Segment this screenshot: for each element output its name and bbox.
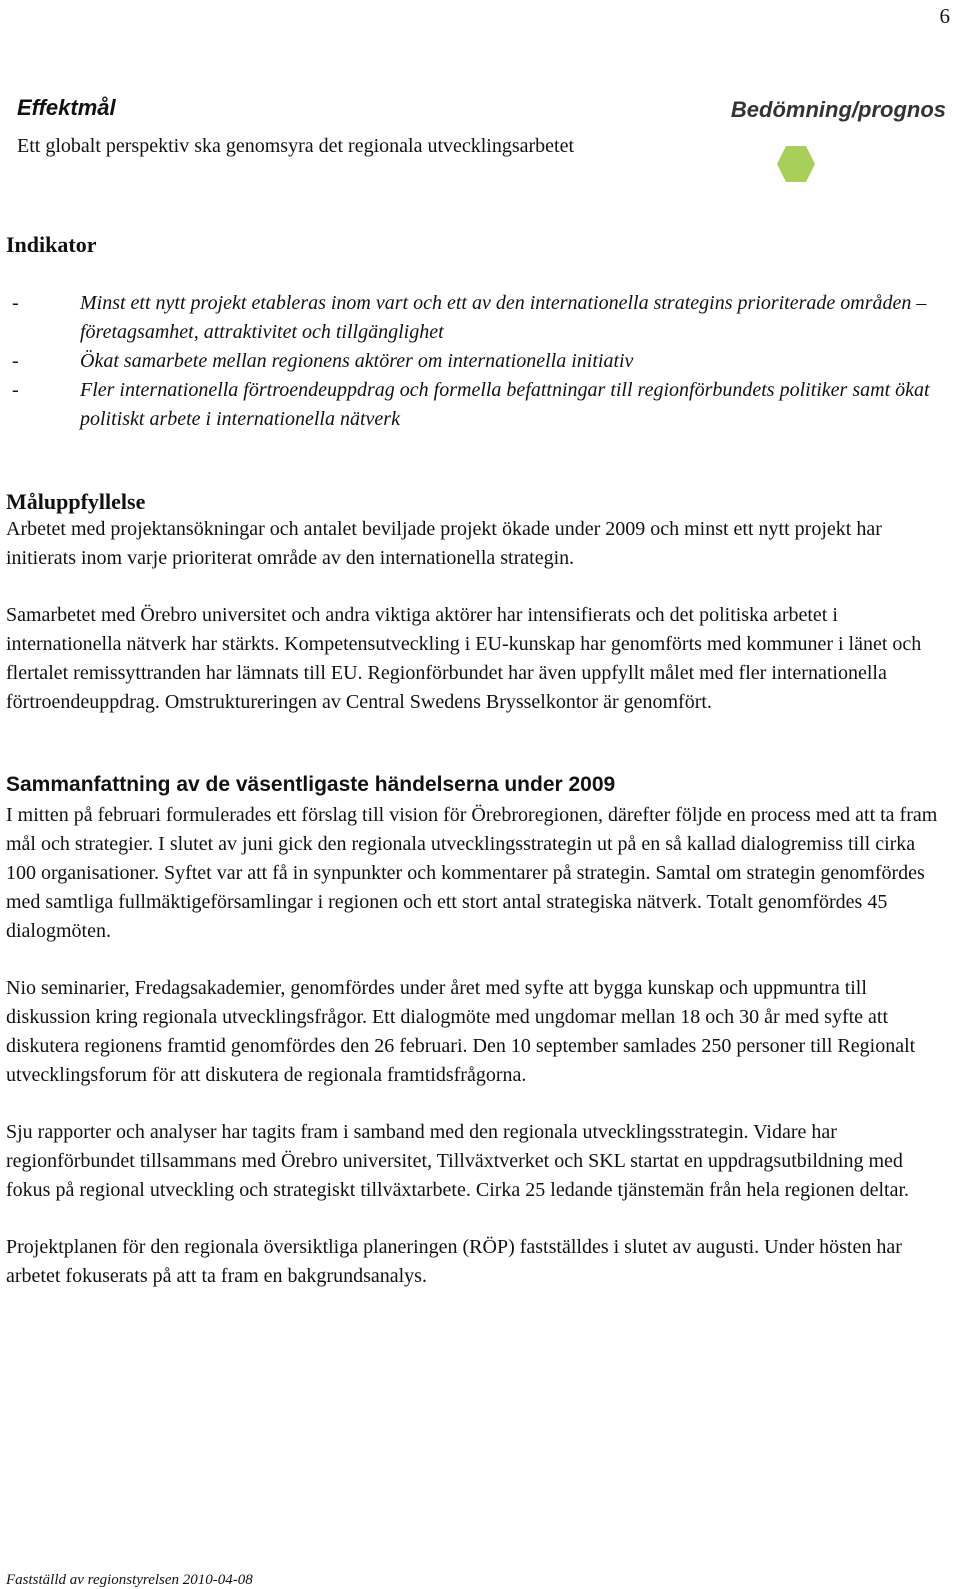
list-dash: - — [12, 379, 19, 401]
list-item — [6, 289, 936, 347]
effektmal-text: Ett globalt perspektiv ska genomsyra det regionala utvecklingsarbetet — [17, 135, 575, 157]
indikator-heading: Indikator — [6, 232, 97, 257]
list-item — [6, 347, 936, 376]
indicator-text: Fler internationella förtroendeuppdrag och formella befattningar till regionförbundets politiker samt ökat politiskt arbete i internationella nätverk — [80, 379, 930, 430]
sammanfattning-heading: Sammanfattning av de väsentligaste händelserna under 2009 — [6, 773, 616, 796]
effektmal-heading: Effektmål — [17, 95, 116, 120]
footer-note: Fastställd av regionstyrelsen 2010-04-08 — [6, 1572, 253, 1588]
paragraph: Arbetet med projektansökningar och antalet beviljade projekt ökade under 2009 och minst ett nytt projekt har initierats inom varje prioriterat område av den internationella strategin. — [6, 518, 882, 569]
paragraph: Sju rapporter och analyser har tagits fram i samband med den regionala utvecklingsstrategin. Vidare har regionförbundet tillsammans med Örebro universitet, Tillväxtverket och SKL startat en uppdragsutbildning med fokus på regional utveckling och strategiskt tillväxtarbete. Cirka 25 ledande tjänstemän från hela regionen deltar. — [6, 1121, 910, 1201]
paragraph: Nio seminarier, Fredagsakademier, genomfördes under året med syfte att bygga kunskap och uppmuntra till diskussion kring regionala utvecklingsfrågor. Ett dialogmöte med ungdomar mellan 18 och 30 år med syfte att diskutera regionens framtid genomfördes den 26 februari. Den 10 september samlades 250 personer till Regionalt utvecklingsforum för att diskutera de regionala framtidsfrågorna. — [6, 977, 916, 1086]
bedomning-heading: Bedömning/prognos — [730, 97, 946, 122]
indicator-list — [6, 289, 936, 434]
indicator-text: Minst ett nytt projekt etableras inom vart och ett av den internationella strategins prioriterade områden – företagsamhet, attraktivitet och tillgänglighet — [80, 292, 927, 343]
indicator-text: Ökat samarbete mellan regionens aktörer om internationella initiativ — [80, 350, 634, 372]
paragraph: Samarbetet med Örebro universitet och andra viktiga aktörer har intensifierats och det politiska arbetet i internationella nätverk har stärkts. Kompetensutveckling i EU-kunskap har genomförts med kommuner i länet och flertalet remissyttranden har lämnats till EU. Regionförbundet har även uppfyllt målet med fler internationella förtroendeuppdrag. Omstruktureringen av Central Swedens Brysselkontor är genomfört. — [6, 604, 922, 713]
maluppfyllelse-body — [6, 515, 946, 745]
list-dash: - — [12, 350, 19, 372]
paragraph: Projektplanen för den regionala översiktliga planeringen (RÖP) fastställdes i slutet av augusti. Under hösten har arbetet fokuserats på att ta fram en bakgrundsanalys. — [6, 1236, 902, 1287]
maluppfyllelse-heading: Måluppfyllelse — [6, 489, 146, 514]
list-item — [6, 376, 936, 434]
hexagon-status-icon — [776, 145, 816, 183]
sammanfattning-body — [6, 801, 946, 1319]
paragraph: I mitten på februari formulerades ett förslag till vision för Örebroregionen, därefter följde en process med att ta fram mål och strategier. I slutet av juni gick den regionala utvecklingsstrategin ut på en så kallad dialogremiss till cirka 100 organisationer. Syftet var att få in synpunkter och kommentarer på strategin. Samtal om strategin genomfördes med samtliga fullmäktigeförsamlingar i regionen och ett stort antal strategiska nätverk. Totalt genomfördes 45 dialogmöten. — [6, 804, 938, 942]
list-dash: - — [12, 292, 19, 314]
page-number: 6 — [939, 4, 950, 28]
